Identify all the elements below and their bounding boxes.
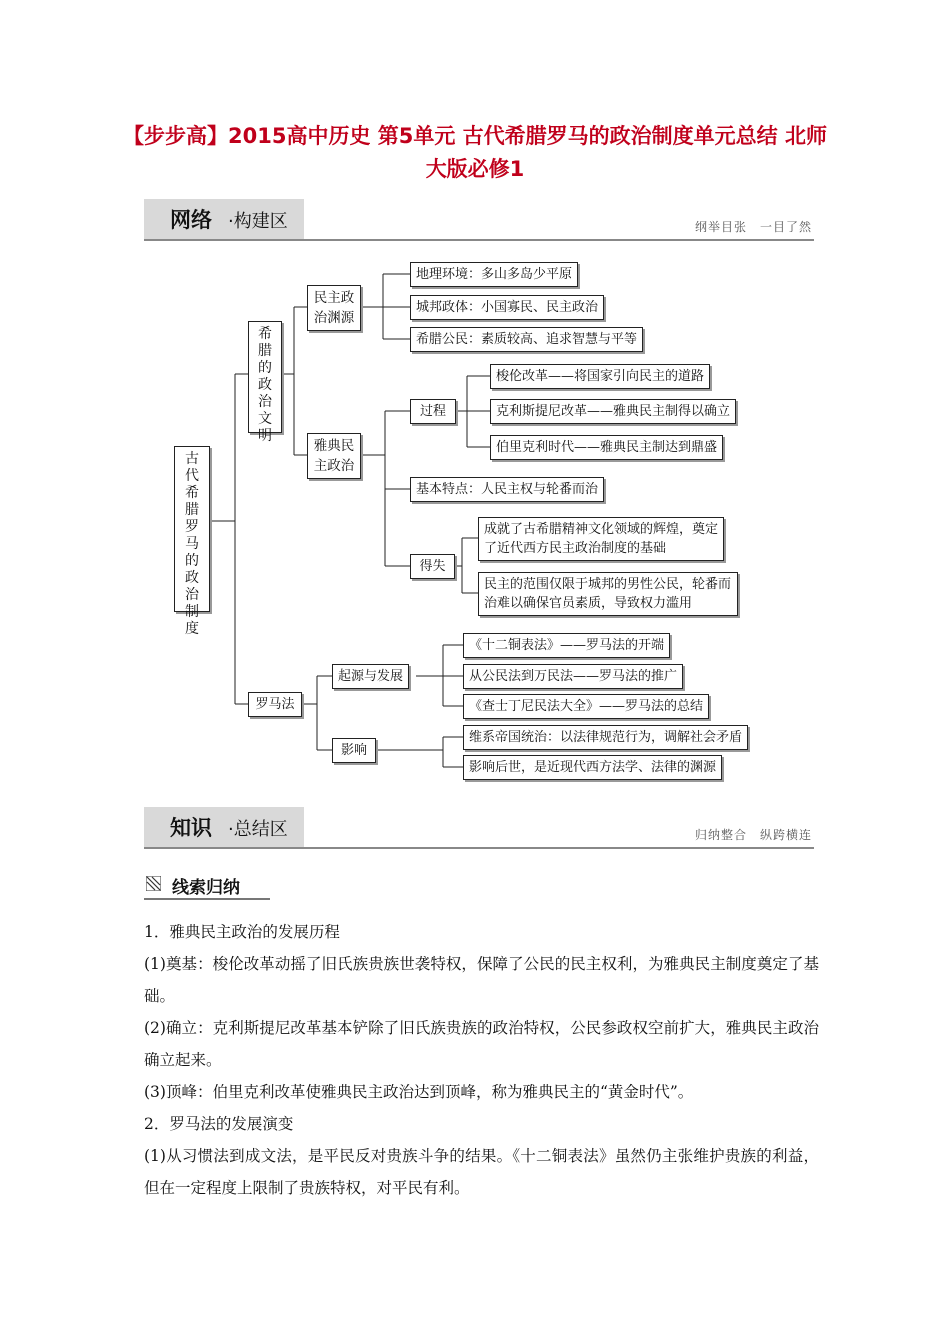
section-title-sub: ·总结区: [228, 819, 288, 840]
development-item: 从公民法到万民法——罗马法的推广: [463, 664, 683, 689]
feature-node: 基本特点：人民主权与轮番而治: [410, 477, 604, 502]
section-tab: [144, 807, 304, 847]
paragraph: (1)从习惯法到成文法，是平民反对贵族斗争的结果。《十二铜表法》虽然仍主张维护贵族的利益，但在一定程度上限制了贵族特权，对平民有利。: [144, 1147, 819, 1197]
origin-item: 地理环境：多山多岛少平原: [410, 262, 578, 287]
democracy-origin-node: 民主政 治渊源: [307, 285, 361, 331]
document-title: 【步步高】2015高中历史 第5单元 古代希腊罗马的政治制度单元总结 北师大版必修1: [123, 124, 827, 181]
section-motto: 归纳整合 纵跨横连: [694, 828, 812, 842]
impact-item: 维系帝国统治：以法律规范行为，调解社会矛盾: [463, 725, 748, 750]
paragraph: (2)确立：克利斯提尼改革基本铲除了旧氏族贵族的政治特权，公民参政权空前扩大，雅典民主政治确立起来。: [144, 1019, 819, 1069]
gains-item: 成就了古希腊精神文化领域的辉煌，奠定了近代西方民主政治制度的基础: [478, 517, 724, 561]
section-title-main: 知识: [170, 816, 212, 840]
diagonal-lines-icon: [146, 876, 161, 891]
clue-summary-label: 线索归纳: [172, 878, 240, 898]
development-item: 《查士丁尼民法大全》——罗马法的总结: [463, 694, 709, 719]
section-title-main: 网络: [170, 208, 212, 232]
gains-losses-node: 得失: [410, 554, 455, 579]
paragraph: 2．罗马法的发展演变: [144, 1115, 294, 1133]
paragraph: 1．雅典民主政治的发展历程: [144, 923, 340, 941]
origin-item: 城邦政体：小国寡民、民主政治: [410, 295, 604, 320]
athens-democracy-node: 雅典民 主政治: [307, 433, 361, 479]
paragraph: (3)顶峰：伯里克利改革使雅典民主政治达到顶峰，称为雅典民主的“黄金时代”。: [144, 1083, 694, 1101]
section-motto: 纲举目张 一目了然: [694, 220, 812, 234]
greek-node: 希 腊 的 政 治 文 明: [248, 321, 282, 433]
impact-item: 影响后世，是近现代西方法学、法律的渊源: [463, 755, 722, 780]
roman-law-node: 罗马法: [248, 692, 302, 717]
process-node: 过程: [410, 399, 456, 424]
origin-development-node: 起源与发展: [332, 664, 409, 689]
process-item: 克利斯提尼改革——雅典民主制得以确立: [490, 399, 736, 424]
origin-item: 希腊公民：素质较高、追求智慧与平等: [410, 327, 643, 352]
clue-summary-header: [144, 872, 270, 900]
development-item: 《十二铜表法》——罗马法的开端: [463, 633, 670, 658]
gains-item: 民主的范围仅限于城邦的男性公民，轮番而治难以确保官员素质，导致权力滥用: [478, 572, 738, 616]
section-title-sub: ·构建区: [228, 211, 288, 232]
impact-node: 影响: [332, 738, 376, 763]
process-item: 伯里克利时代——雅典民主制达到鼎盛: [490, 435, 723, 460]
body-text: [144, 916, 819, 1204]
process-item: 梭伦改革——将国家引向民主的道路: [490, 364, 710, 389]
section-header-knowledge: [144, 807, 814, 849]
root-node: 古 代 希 腊 罗 马 的 政 治 制 度: [174, 446, 210, 612]
paragraph: (1)奠基：梭伦改革动摇了旧氏族贵族世袭特权，保障了公民的民主权利，为雅典民主制度奠定了基础。: [144, 955, 819, 1005]
